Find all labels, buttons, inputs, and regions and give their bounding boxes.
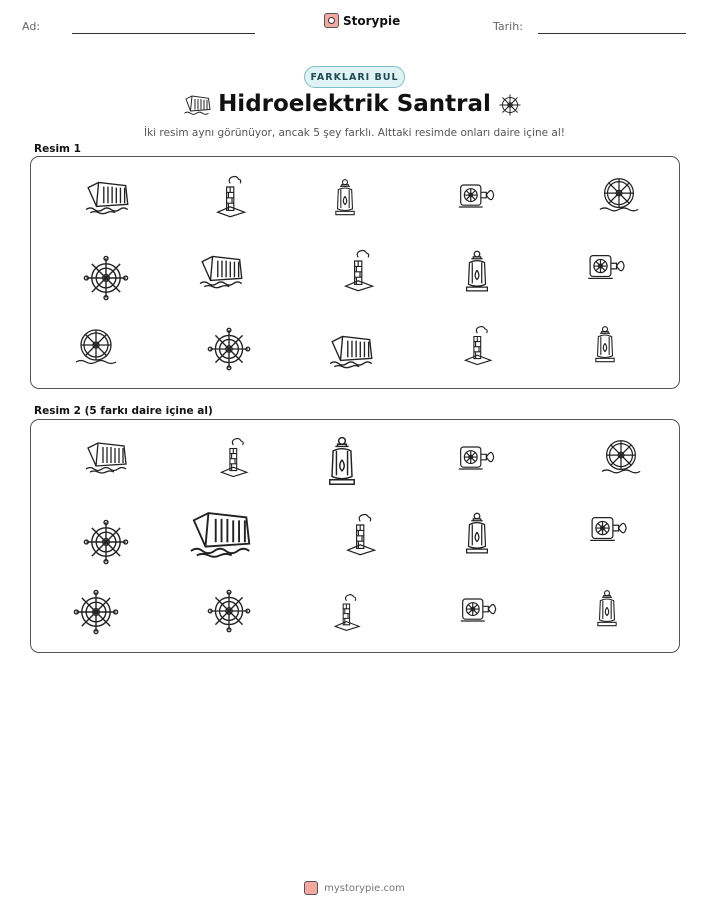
dam-icon — [84, 176, 134, 216]
badge: FARKLARI BUL — [304, 66, 405, 88]
footer-url: mystorypie.com — [324, 882, 405, 894]
dam-icon — [328, 330, 378, 370]
ship-wheel-icon — [82, 518, 130, 566]
lantern-icon — [460, 248, 494, 296]
generator-icon — [459, 592, 503, 628]
waterwheel-icon — [596, 174, 642, 216]
name-line[interactable] — [72, 33, 255, 34]
lantern-icon — [590, 320, 620, 370]
brand-name: Storypie — [343, 13, 401, 28]
chimney-icon — [214, 172, 250, 220]
generator-icon — [457, 440, 501, 476]
generator-icon — [457, 178, 501, 214]
ship-wheel-icon — [206, 588, 252, 634]
page-title: Hidroelektrik Santral — [218, 91, 491, 117]
ship-wheel-icon — [495, 93, 525, 119]
ship-wheel-icon — [72, 588, 120, 636]
footer — [0, 881, 709, 895]
dam-icon — [198, 250, 248, 290]
waterwheel-icon — [72, 324, 120, 370]
date-line[interactable] — [538, 33, 686, 34]
generator-icon — [588, 512, 634, 546]
dam-icon — [84, 436, 132, 476]
brand-logo — [324, 13, 400, 28]
ship-wheel-icon — [82, 254, 130, 302]
storypie-logo-icon — [304, 881, 318, 895]
lantern-icon — [322, 428, 362, 496]
waterwheel-icon — [598, 436, 644, 478]
lantern-icon — [460, 510, 494, 558]
lantern-icon — [330, 174, 360, 222]
chimney-icon — [332, 586, 364, 638]
instructions: İki resim aynı görünüyor, ancak 5 şey farklı. Alttaki resimde onları daire içine al! — [144, 127, 565, 139]
dam-icon — [188, 504, 258, 560]
chimney-icon — [342, 246, 378, 294]
date-label: Tarih: — [493, 20, 523, 33]
chimney-icon — [344, 510, 380, 558]
lantern-icon — [592, 584, 622, 634]
section-1-label: Resim 1 — [34, 143, 81, 155]
ship-wheel-icon — [206, 326, 252, 372]
section-2-label: Resim 2 (5 farkı daire içine al) — [34, 405, 213, 417]
name-label: Ad: — [22, 20, 41, 33]
chimney-icon — [218, 432, 252, 482]
chimney-icon — [462, 320, 496, 370]
generator-icon — [586, 250, 632, 284]
storypie-logo-icon — [324, 13, 339, 28]
